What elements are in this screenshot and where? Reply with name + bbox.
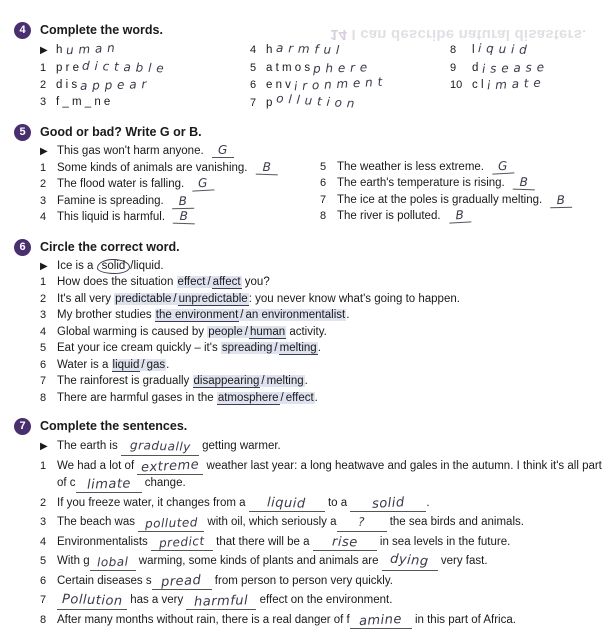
sentence-part: The earth is [57, 440, 121, 452]
item-text [57, 144, 320, 160]
item-text [57, 391, 605, 407]
exercise-5 [14, 124, 605, 227]
list-item [40, 612, 605, 629]
sentence-tail: the sea birds and animals. [387, 516, 524, 528]
list-item [250, 95, 450, 112]
handwritten-answer[interactable]: solid [372, 495, 405, 512]
handwritten-answer[interactable]: B [448, 208, 471, 223]
exercise-6-rubric: Circle the correct word. [40, 239, 605, 255]
exercise-7-number: 7 [14, 418, 31, 435]
item-label: 8 [450, 43, 472, 59]
sentence-mid: that there will be a [213, 536, 313, 548]
handwritten-answer[interactable]: ? [358, 515, 365, 531]
handwritten-answer[interactable]: rise [332, 534, 358, 550]
item-label: 2 [40, 78, 56, 94]
handwritten-answer[interactable]: G [492, 159, 515, 174]
item-text [266, 77, 450, 94]
option-other[interactable]: effect [285, 392, 315, 404]
printed-prefix: h [56, 44, 62, 56]
list-item [40, 259, 605, 275]
item-text [57, 438, 605, 456]
item-label: 9 [450, 61, 472, 77]
list-item [40, 438, 605, 456]
handwritten-answer[interactable]: i s e a s e [481, 60, 544, 77]
handwritten-answer[interactable]: predict [159, 533, 205, 551]
sentence-before: The rainforest is gradually [57, 375, 193, 387]
option-separator: / [260, 375, 265, 387]
list-item [40, 194, 320, 210]
exercise-4-column-3 [450, 42, 600, 112]
handwritten-answer[interactable]: i q u i d [478, 41, 528, 58]
printed-prefix: p [266, 97, 272, 109]
list-item [40, 391, 605, 407]
item-text [57, 534, 605, 552]
sentence-after: . [346, 309, 349, 321]
item-label: 2 [40, 177, 57, 193]
item-label: 4 [40, 535, 57, 551]
list-item [250, 60, 450, 77]
item-text [57, 341, 605, 357]
option-other[interactable]: an environmentalist [244, 309, 346, 321]
printed-prefix: d [472, 62, 478, 74]
list-item [320, 193, 600, 209]
list-item [250, 42, 450, 59]
item-label: 5 [250, 61, 266, 77]
item-label: 1 [40, 459, 57, 475]
item-text [472, 60, 600, 77]
item-text [56, 60, 250, 77]
item-label: 3 [40, 308, 57, 324]
sentence-after: : you never know what's going to happen. [249, 293, 460, 305]
handwritten-answer[interactable]: B [172, 194, 194, 209]
printed-prefix: c l [472, 79, 484, 91]
item-label: 2 [40, 292, 57, 308]
handwritten-answer[interactable]: p h e r e [313, 60, 368, 77]
sentence-mid: to a [325, 497, 351, 509]
item-label: 6 [40, 358, 57, 374]
option-separator: / [130, 260, 133, 272]
list-item [40, 77, 250, 94]
handwritten-answer[interactable]: pread [161, 572, 202, 590]
sentence-part: Certain diseases s [57, 575, 152, 587]
item-text [57, 210, 320, 226]
list-item [40, 553, 605, 571]
list-item [40, 42, 250, 59]
item-label: 6 [250, 78, 266, 94]
sentence-after: . [315, 392, 318, 404]
sentence-after: you? [242, 276, 270, 288]
list-item [40, 374, 605, 390]
handwritten-answer[interactable]: extreme [141, 457, 200, 476]
printed-prefix: l [472, 44, 475, 56]
printed-prefix: h [266, 44, 272, 56]
item-label: 4 [40, 325, 57, 341]
list-item [320, 209, 600, 225]
item-label: ▶ [40, 144, 57, 160]
list-item [40, 358, 605, 374]
option-other[interactable]: predictable [114, 293, 172, 305]
sentence: Famine is spreading. [57, 195, 164, 207]
option-other[interactable]: spreading [221, 342, 274, 354]
exercise-4-column-1 [40, 42, 250, 112]
item-label: 6 [320, 176, 337, 192]
sentence-tail-2: change. [142, 477, 186, 489]
item-text [57, 194, 320, 210]
item-label: 2 [40, 496, 57, 512]
item-label: 4 [40, 210, 57, 226]
option-chosen[interactable]: liquid [112, 359, 141, 372]
list-item [40, 95, 250, 111]
item-text [57, 325, 605, 341]
sentence-tail: . [426, 497, 429, 509]
option-chosen[interactable]: the environment [155, 309, 239, 322]
item-label: 10 [450, 78, 472, 94]
item-label: 6 [40, 574, 57, 590]
list-item [450, 77, 600, 94]
list-item [40, 592, 605, 610]
option-other[interactable]: effect [177, 276, 207, 288]
list-item [40, 534, 605, 552]
exercise-5-rubric: Good or bad? Write G or B. [40, 124, 605, 140]
list-item [40, 573, 605, 591]
item-text [57, 612, 605, 629]
item-text [337, 209, 600, 225]
item-text [56, 42, 250, 59]
ghost-header-number: 14 [330, 26, 347, 43]
handwritten-answer[interactable]: i r o n m e n t [294, 75, 384, 95]
option-separator: / [172, 293, 177, 305]
item-text [57, 308, 605, 324]
sentence-before: Eat your ice cream quickly – it's [57, 342, 221, 354]
item-label: 8 [40, 391, 57, 407]
item-text [337, 176, 600, 192]
item-text [57, 259, 605, 275]
sentence: The river is polluted. [337, 210, 441, 222]
list-item [320, 160, 600, 176]
item-label: 7 [250, 96, 266, 112]
printed-prefix: e n v [266, 79, 291, 91]
sentence-before: Global warming is caused by [57, 326, 207, 338]
sentence-after: activity. [286, 326, 327, 338]
item-text [57, 275, 605, 291]
item-label: 7 [40, 593, 57, 609]
handwritten-answer[interactable]: a r m f u l [275, 41, 339, 59]
exercise-5-number: 5 [14, 124, 31, 141]
option-chosen[interactable]: affect [212, 276, 242, 289]
sentence: This gas won't harm anyone. [57, 145, 204, 157]
handwritten-answer[interactable]: B [255, 160, 277, 175]
option-separator: / [280, 392, 285, 404]
option-chosen[interactable]: melting [279, 342, 318, 355]
item-text [57, 458, 605, 493]
option-separator: / [273, 342, 278, 354]
item-label: 8 [320, 209, 337, 225]
list-item [40, 495, 605, 513]
handwritten-answer[interactable]: amine [359, 611, 403, 629]
item-label: 8 [40, 613, 57, 629]
sentence-tail: effect on the environment. [256, 594, 392, 606]
sentence: Some kinds of animals are vanishing. [57, 162, 248, 174]
sentence-part: We had a lot of [57, 460, 137, 472]
option-chosen[interactable]: solid [97, 259, 131, 274]
list-item [40, 161, 320, 177]
sentence-tail: in sea levels in the future. [377, 536, 511, 548]
item-text [57, 553, 605, 571]
handwritten-answer[interactable]: limate [86, 476, 130, 493]
sentence: The weather is less extreme. [337, 161, 484, 173]
sentence-after: . [305, 375, 308, 387]
option-separator: / [244, 326, 249, 338]
sentence-before: Ice is a [57, 260, 97, 272]
item-text [57, 177, 320, 193]
item-text [56, 77, 250, 94]
sentence: The flood water is falling. [57, 178, 184, 190]
handwritten-answer[interactable]: B [513, 176, 535, 191]
sentence: The earth's temperature is rising. [337, 177, 505, 189]
printed-prefix: d i s [56, 79, 77, 91]
item-text [266, 42, 450, 59]
option-other[interactable]: gas [146, 359, 167, 371]
item-label: 5 [40, 554, 57, 570]
sentence-before: It's all very [57, 293, 114, 305]
printed-prefix: a t m o s [266, 62, 310, 74]
item-text [472, 77, 600, 94]
printed-word: f _ m _ n e [56, 96, 110, 108]
sentence-part: With g [57, 555, 90, 567]
handwritten-answer[interactable]: polluted [145, 515, 198, 532]
item-label: ▶ [40, 439, 57, 455]
list-item [40, 341, 605, 357]
exercise-5-column-left [40, 144, 320, 227]
handwritten-answer[interactable]: o l l u t i o n [275, 91, 355, 112]
list-item [40, 292, 605, 308]
item-text [266, 95, 450, 112]
item-label: 3 [40, 515, 57, 531]
printed-prefix: p r e [56, 62, 79, 74]
item-label: 1 [40, 61, 56, 77]
exercise-7 [14, 418, 605, 629]
sentence-before: Water is a [57, 359, 112, 371]
option-separator: / [239, 309, 244, 321]
exercise-4-rubric: Complete the words. [40, 22, 605, 38]
list-item [40, 60, 250, 77]
handwritten-answer[interactable]: G [212, 144, 234, 158]
list-item [450, 60, 600, 77]
item-text [57, 592, 605, 610]
exercise-5-items [40, 144, 605, 227]
exercise-6-items [40, 259, 605, 407]
item-text [57, 374, 605, 390]
item-label: 5 [40, 341, 57, 357]
sentence-part: After many months without rain, there is a real danger of f [57, 614, 350, 626]
exercise-7-rubric: Complete the sentences. [40, 418, 605, 434]
exercise-6-number: 6 [14, 239, 31, 256]
item-text [337, 160, 600, 176]
exercise-4-items [40, 42, 605, 112]
option-chosen[interactable]: disappearing [193, 375, 261, 388]
option-chosen[interactable]: human [249, 326, 286, 339]
sentence-mid: has a very [127, 594, 186, 606]
item-text [57, 573, 605, 591]
sentence-before: There are harmful gases in the [57, 392, 217, 404]
list-item [40, 275, 605, 291]
option-other[interactable]: people [207, 326, 244, 338]
list-item [40, 514, 605, 532]
handwritten-answer[interactable]: lobal [97, 555, 129, 571]
sentence-tail: getting warmer. [199, 440, 281, 452]
list-item [40, 308, 605, 324]
sentence-after: . [166, 359, 169, 371]
option-separator: / [140, 359, 145, 371]
handwritten-answer[interactable]: B [550, 193, 572, 208]
list-item [450, 42, 600, 59]
list-item [40, 177, 320, 193]
item-label: 1 [40, 275, 57, 291]
sentence: This liquid is harmful. [57, 211, 165, 223]
item-text [57, 514, 605, 532]
item-text [57, 358, 605, 374]
handwritten-answer[interactable]: B [173, 210, 195, 225]
ghost-header-label: I can describe natural disasters. [351, 26, 586, 43]
sentence-after: . [318, 342, 321, 354]
handwritten-answer[interactable]: Pollution [61, 592, 122, 610]
list-item [40, 325, 605, 341]
item-label: 3 [40, 194, 57, 210]
sentence-mid: warming, some kinds of plants and animals are [136, 555, 382, 567]
sentence-tail: from person to person very quickly. [212, 575, 393, 587]
sentence-tail: weather last year: a long heatwave and gales in the autumn. I think it's all part of c [57, 460, 602, 490]
item-text [266, 60, 450, 77]
sentence: The ice at the poles is gradually melting. [337, 194, 542, 206]
sentence-mid: with oil, which seriously a [204, 516, 336, 528]
sentence-before: How does the situation [57, 276, 177, 288]
item-text [56, 95, 250, 111]
handwritten-answer[interactable]: u m a n [65, 41, 115, 59]
item-label: 5 [320, 160, 337, 176]
list-item [40, 144, 320, 160]
item-label: 4 [250, 43, 266, 59]
list-item [40, 458, 605, 493]
sentence-part: The beach was [57, 516, 138, 528]
option-other[interactable]: melting [266, 375, 305, 387]
option-chosen[interactable]: unpredictable [178, 293, 249, 306]
item-text [57, 161, 320, 177]
option-other[interactable]: liquid [134, 260, 161, 272]
sentence-part: If you freeze water, it changes from a [57, 497, 249, 509]
item-label: 1 [40, 161, 57, 177]
item-label: ▶ [40, 259, 57, 275]
sentence-before: My brother studies [57, 309, 155, 321]
exercise-5-column-right [320, 144, 600, 227]
worksheet-page [0, 22, 605, 622]
item-text [57, 292, 605, 308]
handwritten-answer[interactable]: a p p e a r [80, 77, 147, 94]
exercise-4 [14, 22, 605, 112]
option-chosen[interactable]: atmosphere [217, 392, 280, 405]
handwritten-answer[interactable]: liquid [267, 495, 306, 512]
exercise-4-number: 4 [14, 22, 31, 39]
item-label: 7 [320, 193, 337, 209]
sentence-tail: very fast. [438, 555, 488, 567]
handwritten-answer[interactable]: G [192, 176, 215, 191]
sentence-part: Environmentalists [57, 536, 151, 548]
item-label: ▶ [40, 43, 56, 59]
sentence-after: . [160, 260, 163, 272]
handwritten-answer[interactable]: d i c t a b l e [82, 58, 165, 76]
handwritten-answer[interactable]: i m a t e [486, 76, 541, 94]
list-item [320, 176, 600, 192]
exercise-4-column-2 [250, 42, 450, 112]
sentence-tail: in this part of Africa. [412, 614, 516, 626]
handwritten-answer[interactable]: gradually [129, 438, 190, 456]
exercise-7-items [40, 438, 605, 629]
item-text [57, 495, 605, 513]
item-label: 7 [40, 374, 57, 390]
item-text [472, 42, 600, 59]
handwritten-answer[interactable]: dying [390, 552, 430, 570]
item-label: 3 [40, 95, 56, 111]
item-text [337, 193, 600, 209]
list-item [40, 210, 320, 226]
option-separator: / [206, 276, 211, 288]
handwritten-answer[interactable]: harmful [194, 593, 249, 610]
exercise-6 [14, 239, 605, 407]
